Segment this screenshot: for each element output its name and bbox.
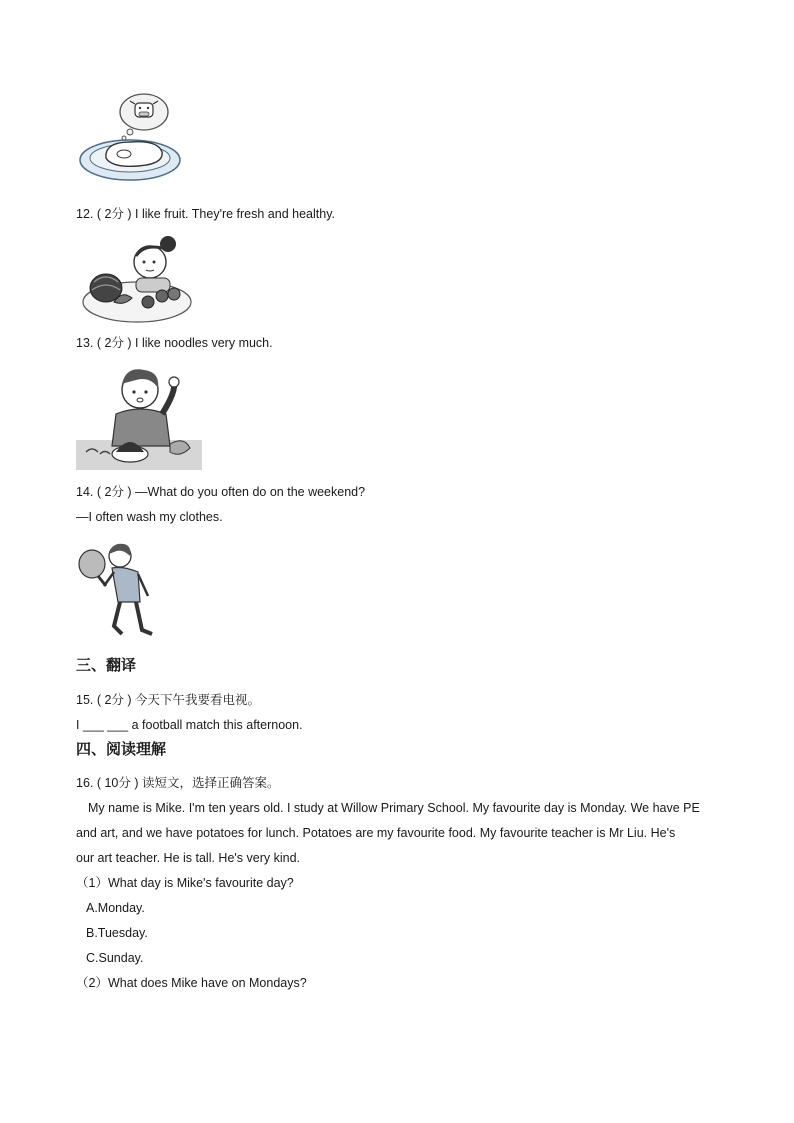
question-12: 12. ( 2分 ) I like fruit. They're fresh and healthy. (76, 207, 335, 221)
passage-line-3: our art teacher. He is tall. He's very kind. (76, 851, 301, 865)
boy-icon (112, 369, 179, 446)
apple-icon (142, 296, 154, 308)
option-a: A.Monday. (86, 901, 145, 915)
option-c: C.Sunday. (86, 951, 144, 965)
passage-line-1: My name is Mike. I'm ten years old. I study at Willow Primary School. My favourite day is Monday. We have PE (88, 801, 700, 815)
paddle-icon (79, 550, 106, 586)
question-15: 15. ( 2分 ) 今天下午我要看电视。 (76, 693, 261, 707)
question-14-answer: —I often wash my clothes. (76, 510, 223, 524)
meat-icon (106, 142, 162, 167)
boy-pingpong-illustration (78, 538, 162, 642)
cow-thought-bubble (120, 94, 168, 140)
sub-question-2: （2）What does Mike have on Mondays? (76, 976, 307, 990)
girl-icon (134, 236, 176, 292)
question-15-fill: I ___ ___ a football match this afternoon. (76, 718, 303, 732)
section-translation-title: 三、翻译 (76, 657, 137, 674)
question-14: 14. ( 2分 ) —What do you often do on the weekend? (76, 485, 366, 499)
sub-question-1: （1）What day is Mike's favourite day? (76, 876, 294, 890)
boy-noodles-illustration (76, 362, 202, 470)
meat-plate-illustration (78, 92, 190, 190)
plate-icon (80, 140, 180, 180)
section-reading-title: 四、阅读理解 (76, 741, 167, 758)
question-13: 13. ( 2分 ) I like noodles very much. (76, 336, 273, 350)
boy-icon (104, 544, 152, 634)
passage-line-2: and art, and we have potatoes for lunch. Potatoes are my favourite food. My favourite teacher is Mr Liu. He's (76, 826, 676, 840)
option-b: B.Tuesday. (86, 926, 148, 940)
question-16: 16. ( 10分 ) 读短文，选择正确答案。 (76, 776, 280, 790)
girl-fruit-illustration (82, 232, 192, 324)
